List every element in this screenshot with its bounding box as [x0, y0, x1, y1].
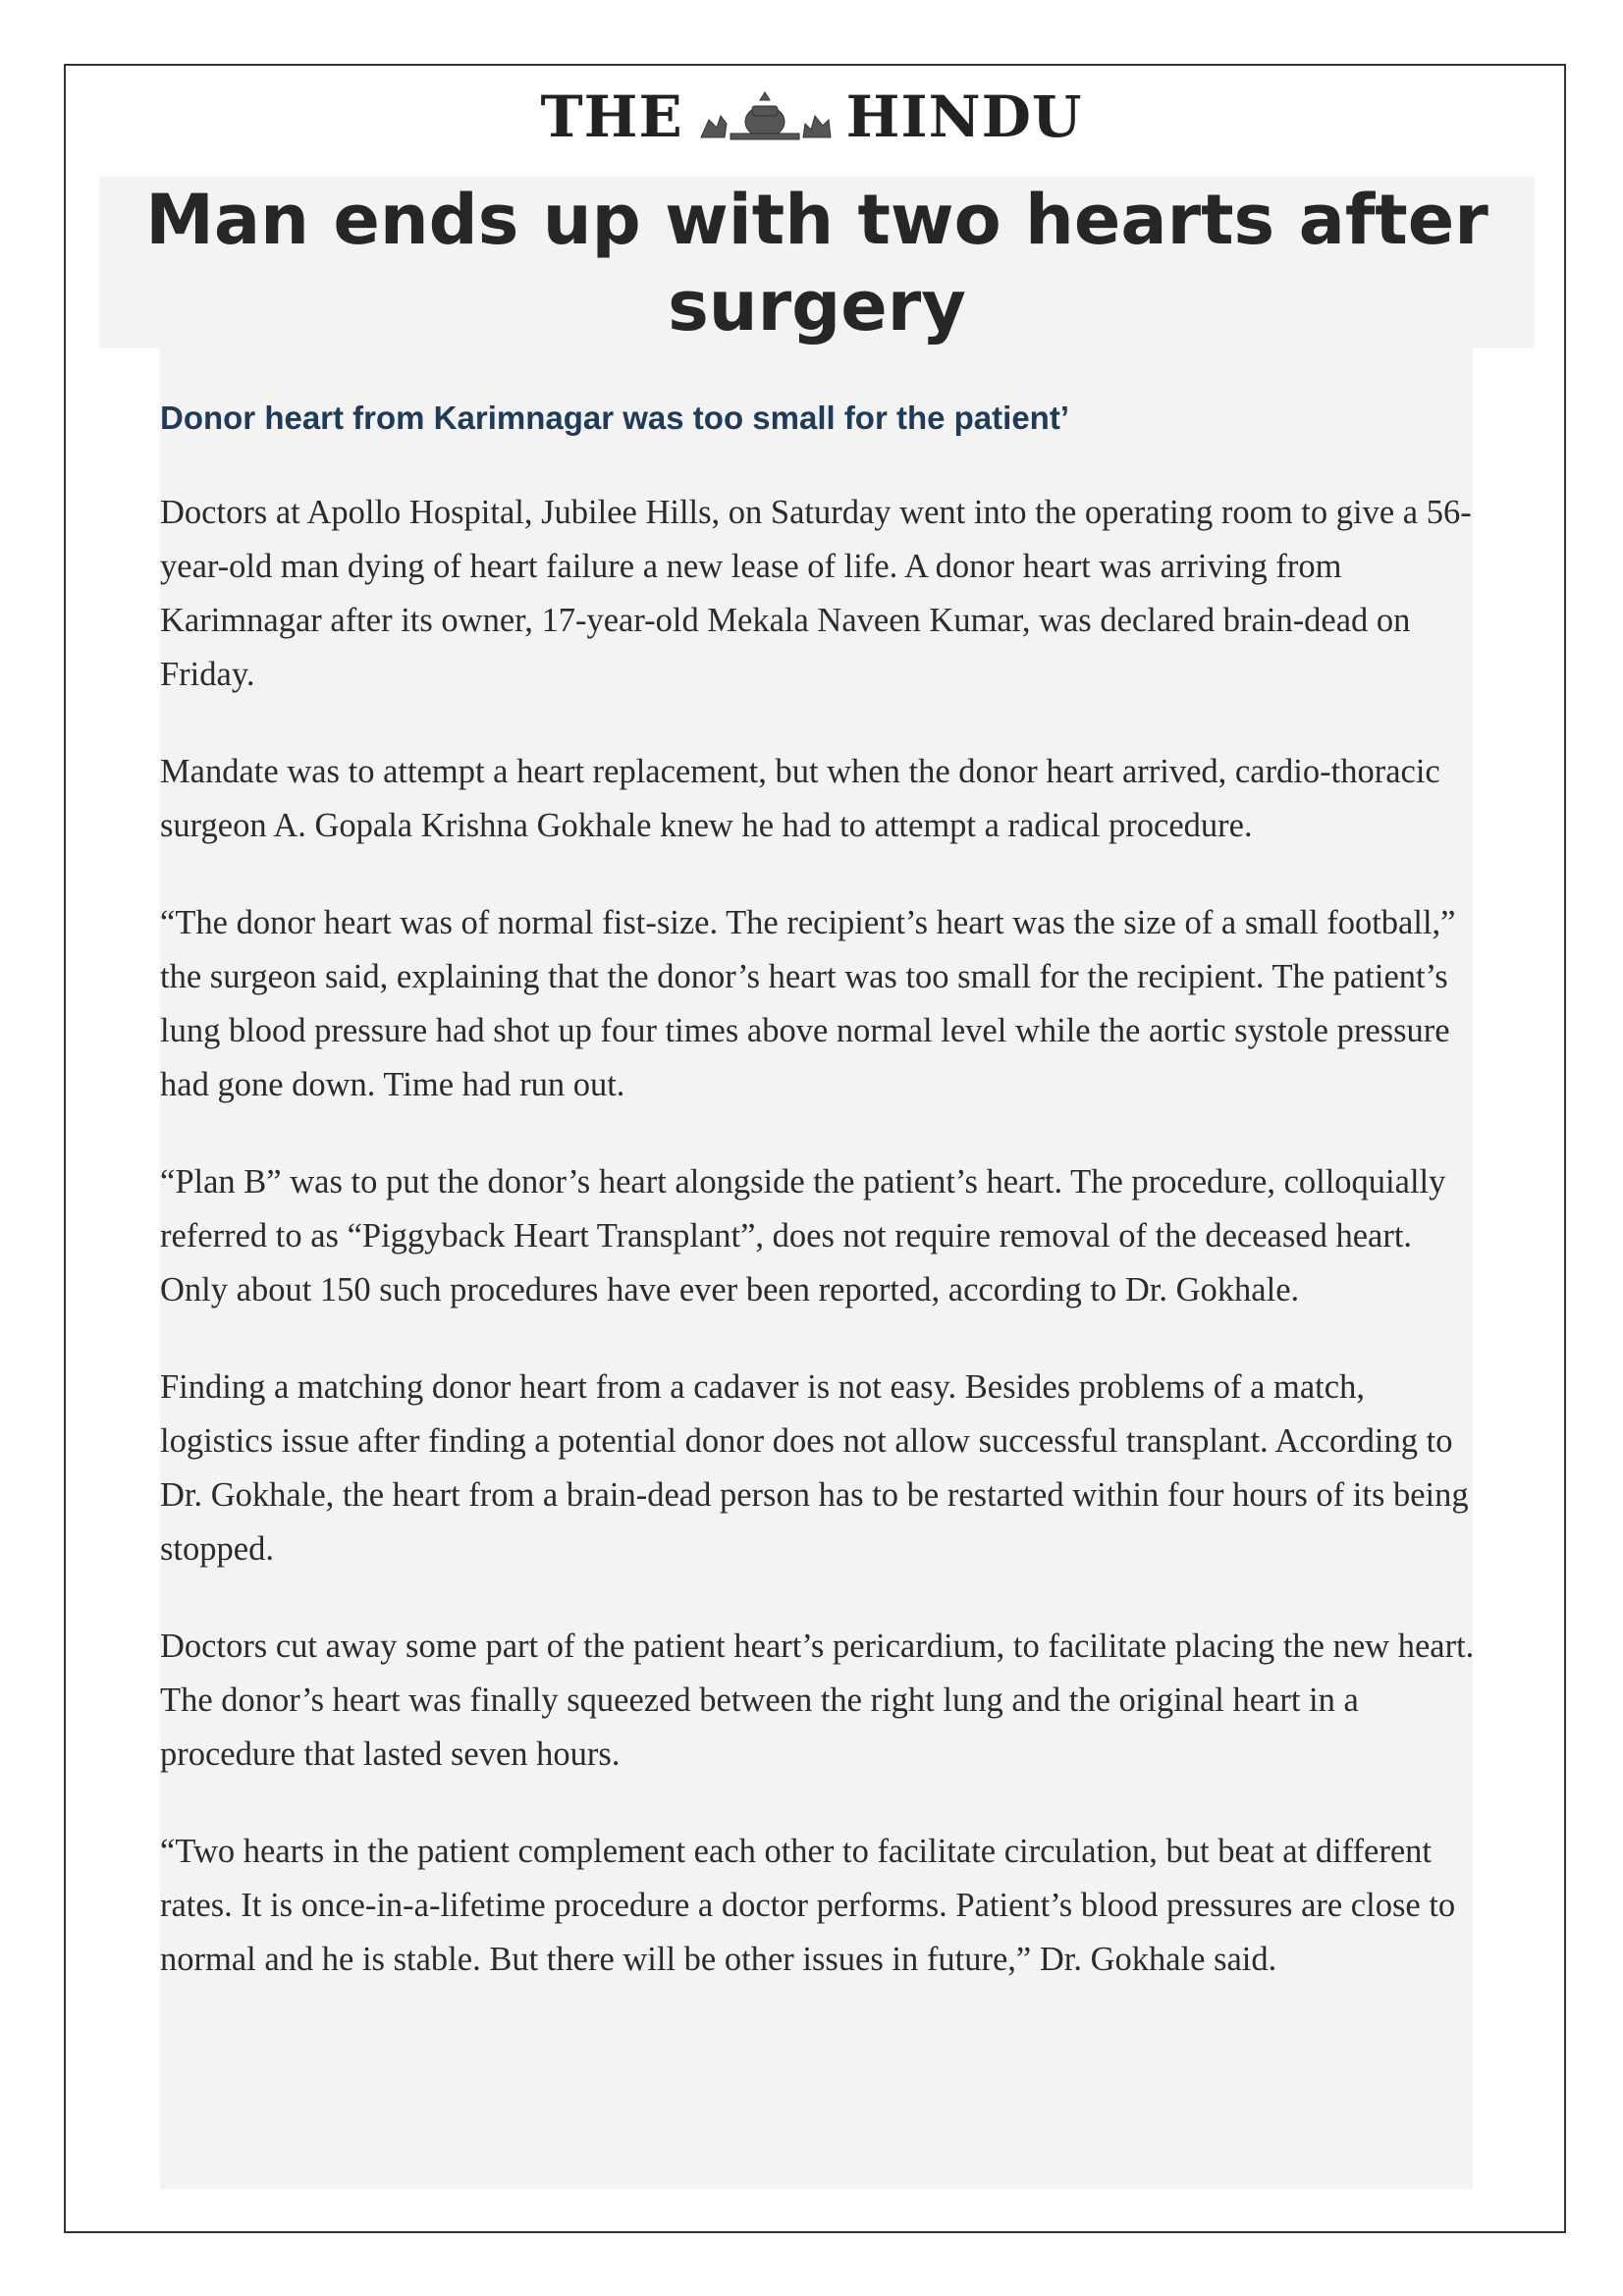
masthead-logo — [0, 83, 1623, 150]
paragraph: Doctors at Apollo Hospital, Jubilee Hills, on Saturday went into the operating room to give a 56-year-old man dying of heart failure a new lease of life. A donor heart was arriving from Karimnagar after its owner, 17-year-old Mekala Naveen Kumar, was declared brain-dead on Friday. — [160, 494, 1472, 693]
subheadline: Donor heart from Karimnagar was too small for the patient’ — [160, 400, 1069, 436]
headline-band — [99, 177, 1535, 348]
paragraph: “The donor heart was of normal fist-size. The recipient’s heart was the size of a small football,” the surgeon said, explaining that the donor’s heart was too small for the recipient. The patient’s lung blood pressure had shot up four times above normal level while the aortic systole pressure had gone down. Time had run out. — [160, 904, 1456, 1103]
masthead-right: HINDU — [845, 83, 1083, 150]
article-body — [160, 348, 1473, 2189]
masthead-left: THE — [540, 83, 683, 150]
paragraph: Doctors cut away some part of the patient heart’s pericardium, to facilitate placing the new heart. The donor’s heart was finally squeezed between the right lung and the original heart in a procedure that lasted seven hours. — [160, 1628, 1475, 1773]
crest-emblem-icon — [691, 90, 839, 143]
article-text — [160, 486, 1476, 2030]
headline: Man ends up with two hearts after surgery — [145, 179, 1488, 347]
paragraph: “Plan B” was to put the donor’s heart alongside the patient’s heart. The procedure, colloquially referred to as “Piggyback Heart Transplant”, does not require removal of the deceased heart. Only about 150 such procedures have ever been reported, according to Dr. Gokhale. — [160, 1163, 1446, 1308]
paragraph: “Two hearts in the patient complement each other to facilitate circulation, but beat at different rates. It is once-in-a-lifetime procedure a doctor performs. Patient’s blood pressures are close to normal and he is stable. But there will be other issues in future,” Dr. Gokhale said. — [160, 1833, 1456, 1978]
paragraph: Mandate was to attempt a heart replacement, but when the donor heart arrived, cardio-thoracic surgeon A. Gopala Krishna Gokhale knew he had to attempt a radical procedure. — [160, 753, 1440, 844]
paragraph: Finding a matching donor heart from a cadaver is not easy. Besides problems of a match, logistics issue after finding a potential donor does not allow successful transplant. According to Dr. Gokhale, the heart from a brain-dead person has to be restarted within four hours of its being stopped. — [160, 1368, 1469, 1568]
